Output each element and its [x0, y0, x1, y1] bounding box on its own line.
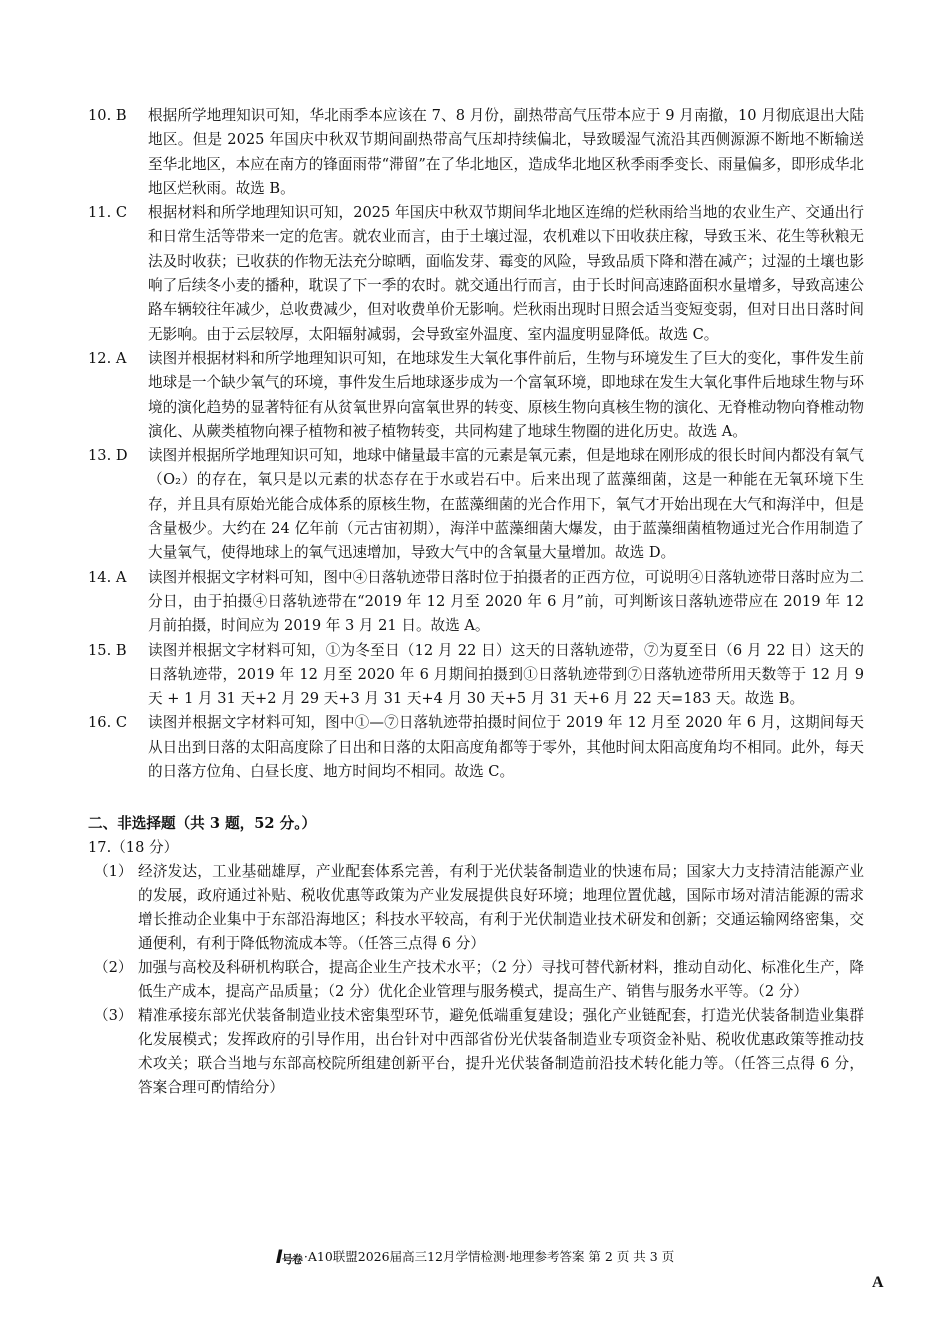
answer-number: 16. C — [88, 714, 128, 732]
page-footer — [0, 1247, 950, 1270]
footer-text: ·A10联盟2026届高三12月学情检测·地理参考答案 第 2 页 共 3 页 — [303, 1249, 675, 1264]
question-heading: 17.（18 分） — [88, 839, 179, 856]
sub-answer — [94, 956, 864, 1004]
answer-explanation: 读图并根据文字材料可知，图中④日落轨迹带日落时位于拍摄者的正西方位，可说明④日落轨迹带日落时应为二分日，由于拍摄④日落轨迹带在“2019 年 12 月至 2020 年 6 月”前，可判断该日落轨迹带应在 2019 年 12 月前拍摄，时间应为 2019 年 3 月 21 日。故选 A。 — [148, 568, 864, 635]
choice-answers — [88, 104, 864, 784]
version-mark: A — [872, 1274, 884, 1291]
answer-number: 15. B — [88, 641, 127, 659]
sub-answer — [94, 1004, 864, 1100]
answer-explanation: 读图并根据文字材料可知，图中①—⑦日落轨迹带拍摄时间位于 2019 年 12 月至 2020 年 6 月，这期间每天从日出到日落的太阳高度除了日出和日落的太阳高度角都等于零外，其他时间太阳高度角均不相同。此外，每天的日落方位角、白昼长度、地方时间均不相同。故选 C。 — [148, 714, 864, 781]
sub-answer-text: 精准承接东部光伏装备制造业技术密集型环节，避免低端重复建设；强化产业链配套，打造光伏装备制造业集群化发展模式；发挥政府的引导作用，出台针对中西部省份光伏装备制造业专项资金补贴、税收优惠政策等推动技术攻关；联合当地与东部高校院所组建创新平台，提升光伏装备制造前沿技术转化能力等。（任答三点得 6 分，答案合理可酌情给分） — [138, 1007, 864, 1096]
answer-explanation: 根据所学地理知识可知，华北雨季本应该在 7、8 月份，副热带高气压带本应于 9 月南撤，10 月彻底退出大陆地区。但是 2025 年国庆中秋双节期间副热带高气压却持续偏北，导致暖湿气流沿其西侧源源不断地不断输送至华北地区，本应在南方的锋面雨带“滞留”在了华北地区，造成华北地区秋季雨季变长、雨量偏多，即形成华北地区烂秋雨。故选 B。 — [148, 107, 864, 197]
answer-number: 13. D — [88, 447, 128, 465]
answer-item — [88, 444, 864, 565]
sub-answer-number: （2） — [94, 959, 133, 976]
answer-item — [88, 347, 864, 444]
answer-number: 14. A — [88, 568, 127, 586]
answer-item — [88, 104, 864, 201]
non-choice-section — [88, 812, 864, 1100]
sub-answer-text: 加强与高校及科研机构联合，提高企业生产技术水平；（2 分）寻找可替代新材料，推动自动化、标准化生产，降低生产成本，提高产品质量；（2 分）优化企业管理与服务模式，提高生产、销售与服务水平等。（2 分） — [138, 959, 864, 1000]
sub-answer-number: （1） — [94, 863, 133, 880]
answer-explanation: 根据材料和所学地理知识可知，2025 年国庆中秋双节期间华北地区连绵的烂秋雨给当地的农业生产、交通出行和日常生活等带来一定的危害。就农业而言，由于土壤过湿，农机难以下田收获庄稼，导致玉米、花生等秋粮无法及时收获；已收获的作物无法充分晾晒，面临发芽、霉变的风险，导致品质下降和潜在减产；过湿的土壤也影响了后续冬小麦的播种，耽误了下一季的农时。就交通出行而言，由于长时间高速路面积水量增多，导致高速公路车辆较往年减少，总收费减少，但对收费单价无影响。烂秋雨出现时日照会适当变短变弱，但对日出日落时间无影响。由于云层较厚，太阳辐射减弱，会导致室外温度、室内温度明显降低。故选 C。 — [148, 204, 864, 343]
answer-number: 11. C — [88, 204, 128, 222]
answer-item — [88, 639, 864, 712]
sub-answer — [94, 860, 864, 956]
answer-number: 12. A — [88, 349, 127, 367]
answer-item — [88, 566, 864, 639]
section-title: 二、非选择题（共 3 题，52 分。） — [88, 815, 317, 832]
answer-explanation: 读图并根据材料和所学地理知识可知，在地球发生大氧化事件前后，生物与环境发生了巨大的变化，事件发生前地球是一个缺少氧气的环境，事件发生后地球逐步成为一个富氧环境，即地球在发生大氧化事件后地球生物与环境的演化趋势的显著特征有从贫氧世界向富氧世界的转变、原核生物向真核生物的演化、无脊椎动物向脊椎动物演化、从蕨类植物向裸子植物和被子植物转变，共同构建了地球生物圈的进化历史。故选 A。 — [148, 349, 864, 440]
sub-answer-number: （3） — [94, 1007, 133, 1024]
answer-item — [88, 201, 864, 347]
answer-explanation: 读图并根据所学地理知识可知，地球中储量最丰富的元素是氧元素，但是地球在刚形成的很长时间内都没有氧气（O₂）的存在，氧只是以元素的状态存在于水或岩石中。后来出现了蓝藻细菌，这是一种能在无氧环境下生存，并且具有原始光能合成体系的原核生物，在蓝藻细菌的光合作用下，氧气才开始出现在大气和海洋中，但是含量极少。大约在 24 亿年前（元古宙初期），海洋中蓝藻细菌大爆发，由于蓝藻细菌植物通过光合作用制造了大量氧气，使得地球上的氧气迅速增加，导致大气中的含氧量大量增加。故选 D。 — [148, 447, 864, 562]
answer-explanation: 读图并根据文字材料可知，①为冬至日（12 月 22 日）这天的日落轨迹带，⑦为夏至日（6 月 22 日）这天的日落轨迹带，2019 年 12 月至 2020 年 6 月期间拍摄到①日落轨迹带到⑦日落轨迹带所用天数等于 12 月 9 天 + 1 月 31 天+2 月 29 天+3 月 31 天+4 月 30 天+5 月 31 天+6 月 22 天=183 天。故选 B。 — [148, 641, 864, 708]
sub-answer-text: 经济发达，工业基础雄厚，产业配套体系完善，有利于光伏装备制造业的快速布局；国家大力支持清洁能源产业的发展，政府通过补贴、税收优惠等政策为产业发展提供良好环境；地理位置优越，国际市场对清洁能源的需求增长推动企业集中于东部沿海地区；科技水平较高，有利于光伏制造业技术研发和创新；交通运输网络密集，交通便利，有利于降低物流成本等。（任答三点得 6 分） — [138, 863, 864, 952]
answer-number: 10. B — [88, 107, 127, 124]
publisher-logo: I号卷 — [275, 1246, 302, 1268]
answer-item — [88, 711, 864, 784]
